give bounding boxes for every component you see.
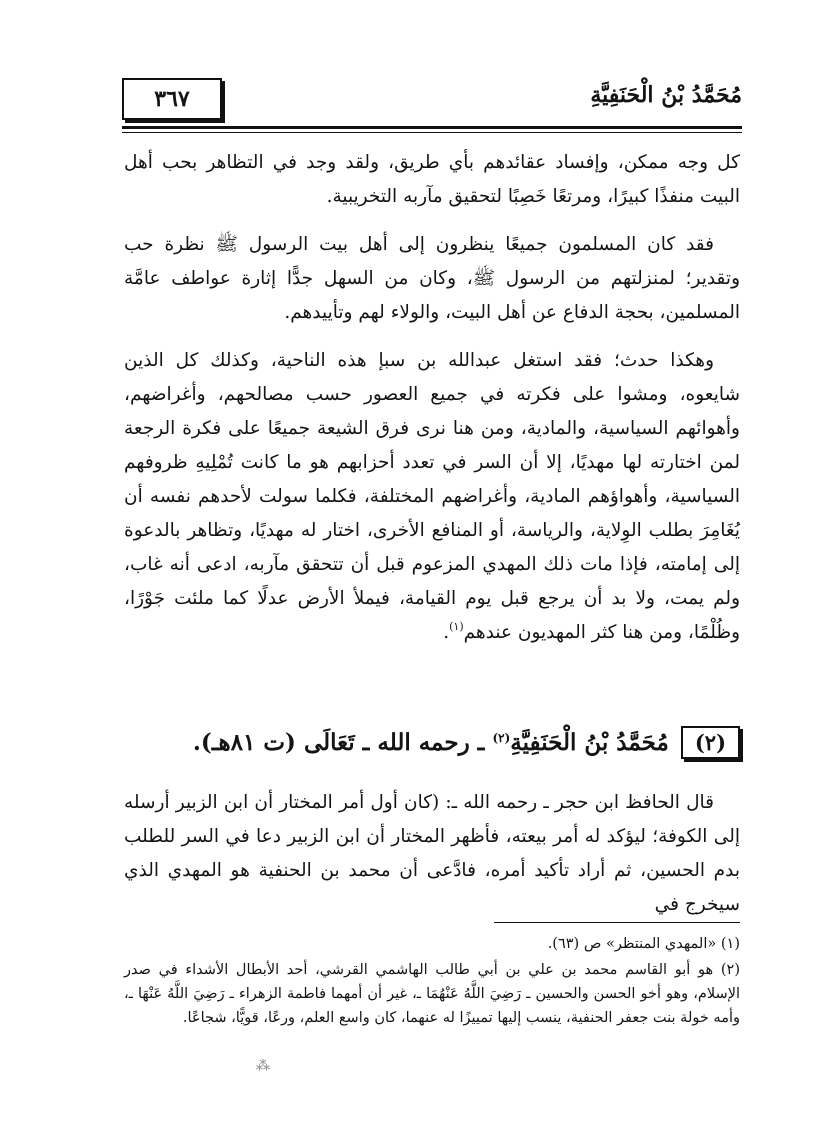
page-number: ٣٦٧ (122, 78, 222, 120)
footnote-1: (١) «المهدي المنتظر» ص (٦٣). (547, 936, 740, 952)
section-heading (124, 716, 740, 768)
paragraph-3-text: وهكذا حدث؛ فقد استغل عبدالله بن سبإ هذه الناحية، وكذلك كل الذين شايعوه، ومشوا على فكرته في جميع العصور حسب مصالحهم، وأغراضهم، وأهوائهم السياسية، والمادية، ومن هنا نرى فرق الشيعة جميعًا على فكرة الرجعة لمن اختارته لها مهديًا، إلا أن السر في تعدد أحزابهم هو ما كانت تُمْلِيهِ ظروفهم السياسية، وأهواؤهم المادية، وأغراضهم المختلفة، فكلما سولت لأحدهم نفسه أن يُغَامِرَ بطلب الوِلاية، والرياسة، أو المنافع الأخرى، اختار له مهديًا، وتظاهر بالدعوة إلى إمامته، فإذا مات ذلك المهدي المزعوم قبل أن تتحقق مآربه، ادعى أنه غاب، ولم يمت، ولا بد أن يرجع قبل يوم القيامة، فيملأ الأرض عدلًا كما ملئت جَوْرًا، وظُلْمًا، ومن هنا كثر المهديون عندهم (124, 350, 740, 643)
header-rule-thick (122, 126, 742, 129)
footnote-2: (٢) هو أبو القاسم محمد بن علي بن أبي طالب الهاشمي القرشي، أحد الأبطال الأشداء في صدر الإسلام، وهو أخو الحسن والحسين ـ رَضِيَ اللَّهُ عَنْهُمَا ـ، غير أن أمهما فاطمة الزهراء ـ رَضِيَ اللَّهُ عَنْهَا ـ، وأمه خولة بنت جعفر الحنفية، ينسب إليها تمييزًا له عنهما، كان واسع العلم، ورعًا، قويًّا، شجاعًا. (124, 962, 740, 1026)
section-title-name: مُحَمَّدُ بْنُ الْحَنَفِيَّةِ (510, 728, 669, 756)
section-number: (٢) (681, 726, 740, 759)
footnote-ref-1: (١) (449, 620, 464, 633)
paragraph-2: فقد كان المسلمون جميعًا ينظرون إلى أهل بيت الرسول ﷺ نظرة حب وتقدير؛ لمنزلتهم من الرسول ﷺ، وكان من السهل جدًّا إثارة عواطف عامَّة المسلمين، بحجة الدفاع عن أهل البيت، والولاء لهم وتأييدهم. (124, 234, 740, 323)
header-rule-thin (122, 132, 742, 133)
section-title-subtitle: ـ رحمه الله ـ تَعَالَى (ت ٨١هـ). (192, 728, 485, 756)
stray-mark: ⁂ (256, 1058, 270, 1074)
paragraph-1: كل وجه ممكن، وإفساد عقائدهم بأي طريق، ولقد وجد في التظاهر بحب أهل البيت منفذًا كبيرًا، ومرتعًا خَصِبًا لتحقيق مآربه التخريبية. (124, 152, 740, 207)
section-title (193, 729, 669, 756)
main-text (124, 146, 740, 664)
section-paragraph: قال الحافظ ابن حجر ـ رحمه الله ـ: (كان أول أمر المختار أن ابن الزبير أرسله إلى الكوفة؛ ليؤكد له أمر بيعته، فأظهر المختار أن ابن الزبير دعا في السر للطلب بدم الحسين، ثم أراد تأكيد أمره، فادَّعى أن محمد بن الحنفية هو المهدي الذي سيخرج في (124, 792, 740, 915)
running-header (122, 78, 742, 124)
footnote-ref-2: (٢) (492, 730, 511, 745)
paragraph-3-end: . (443, 622, 450, 643)
paragraph-3 (124, 344, 740, 650)
footnotes (124, 932, 740, 1032)
footnote-separator (494, 922, 740, 923)
section-text (124, 786, 740, 922)
running-title: مُحَمَّدُ بْنُ الْحَنَفِيَّةِ (590, 82, 742, 108)
